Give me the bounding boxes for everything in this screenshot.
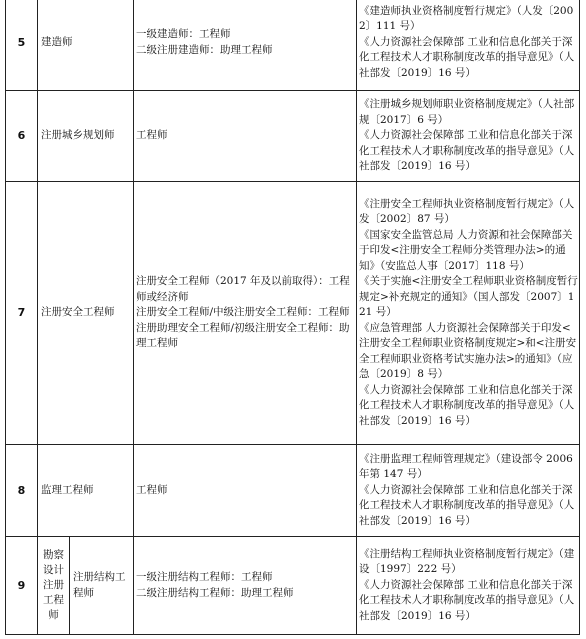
row-number: 9 — [6, 537, 38, 635]
qualification-name: 注册城乡规划师 — [38, 91, 134, 182]
policy-document: 《人力资源社会保障部 工业和信息化部关于深化工程技术人才职称制度改革的指导意见》（人社部发〔2019〕16 号） — [359, 383, 575, 427]
table-row — [6, 0, 580, 91]
row-number: 7 — [6, 182, 38, 445]
title-mapping-line: 二级注册结构工程师：助理工程师 — [136, 586, 294, 599]
policy-document: 《人力资源社会保障部 工业和信息化部关于深化工程技术人才职称制度改革的指导意见》（人社部发〔2019〕16 号） — [359, 578, 575, 622]
table-row — [6, 91, 580, 182]
policy-document: 《应急管理部 人力资源社会保障部关于印发<注册安全工程师职业资格制度规定>和<注册安全工程师职业资格考试实施办法>的通知》（应急〔2019〕8 号） — [359, 321, 577, 381]
table-row — [6, 537, 580, 635]
title-mapping-line: 注册助理安全工程师/初级注册安全工程师：助理工程师 — [136, 321, 350, 350]
row-number: 5 — [6, 0, 38, 91]
title-mapping-line: 工程师 — [136, 483, 168, 496]
title-mapping-line: 一级建造师：工程师 — [136, 28, 231, 40]
policy-document: 《注册监理工程师管理规定》（建设部令 2006 年第 147 号） — [359, 452, 573, 481]
title-mapping-cell — [134, 0, 357, 91]
title-mapping-line: 二级注册建造师：助理工程师 — [136, 43, 273, 56]
title-mapping-line: 一级注册结构工程师：工程师 — [136, 571, 273, 583]
policy-document: 《注册城乡规划师职业资格制度规定》（人社部规〔2017〕6 号） — [359, 98, 575, 126]
policy-basis-cell — [357, 0, 580, 91]
title-mapping-cell — [134, 91, 357, 182]
policy-document: 《注册结构工程师执业资格制度暂行规定》（建设〔1997〕222 号） — [359, 547, 575, 576]
qualification-name: 注册结构工程师 — [70, 537, 134, 635]
policy-document: 《人力资源社会保障部 工业和信息化部关于深化工程技术人才职称制度改革的指导意见》（人社部发〔2019〕16 号） — [359, 129, 575, 173]
policy-document: 《注册安全工程师执业资格制度暂行规定》（人发〔2002〕87 号） — [359, 197, 575, 226]
qualification-name: 注册安全工程师 — [38, 182, 134, 445]
policy-basis-cell — [357, 182, 580, 445]
policy-document: 《国家安全监管总局 人力资源和社会保障部关于印发<注册安全工程师分类管理办法>的通知》（安监总人事〔2017〕118 号） — [359, 228, 573, 272]
title-mapping-line: 工程师 — [136, 129, 168, 142]
title-mapping-cell — [134, 537, 357, 635]
policy-basis-cell — [357, 537, 580, 635]
policy-basis-cell — [357, 91, 580, 182]
qualification-name: 监理工程师 — [38, 445, 134, 537]
qualification-category: 勘察设计注册工程师 — [38, 537, 70, 635]
row-number: 8 — [6, 445, 38, 537]
policy-document: 《建造师执业资格制度暂行规定》（人发〔2002〕111 号） — [359, 4, 574, 33]
policy-basis-cell — [357, 445, 580, 537]
title-mapping-line: 注册安全工程师/中级注册安全工程师：工程师 — [136, 306, 350, 319]
policy-document: 《关于实施<注册安全工程师职业资格制度暂行规定>补充规定的通知》（国人部发〔2007〕121 号） — [359, 275, 578, 319]
title-mapping-cell — [134, 445, 357, 537]
table-row — [6, 445, 580, 537]
table-row — [6, 182, 580, 445]
row-number: 6 — [6, 91, 38, 182]
qualification-name: 建造师 — [38, 0, 134, 91]
policy-document: 《人力资源社会保障部 工业和信息化部关于深化工程技术人才职称制度改革的指导意见》（人社部发〔2019〕16 号） — [359, 483, 575, 527]
title-mapping-cell — [134, 182, 357, 445]
qualification-table — [5, 0, 580, 635]
policy-document: 《人力资源社会保障部 工业和信息化部关于深化工程技术人才职称制度改革的指导意见》（人社部发〔2019〕16 号） — [359, 35, 575, 79]
title-mapping-line: 注册安全工程师（2017 年及以前取得）：工程师或经济师 — [136, 275, 350, 303]
